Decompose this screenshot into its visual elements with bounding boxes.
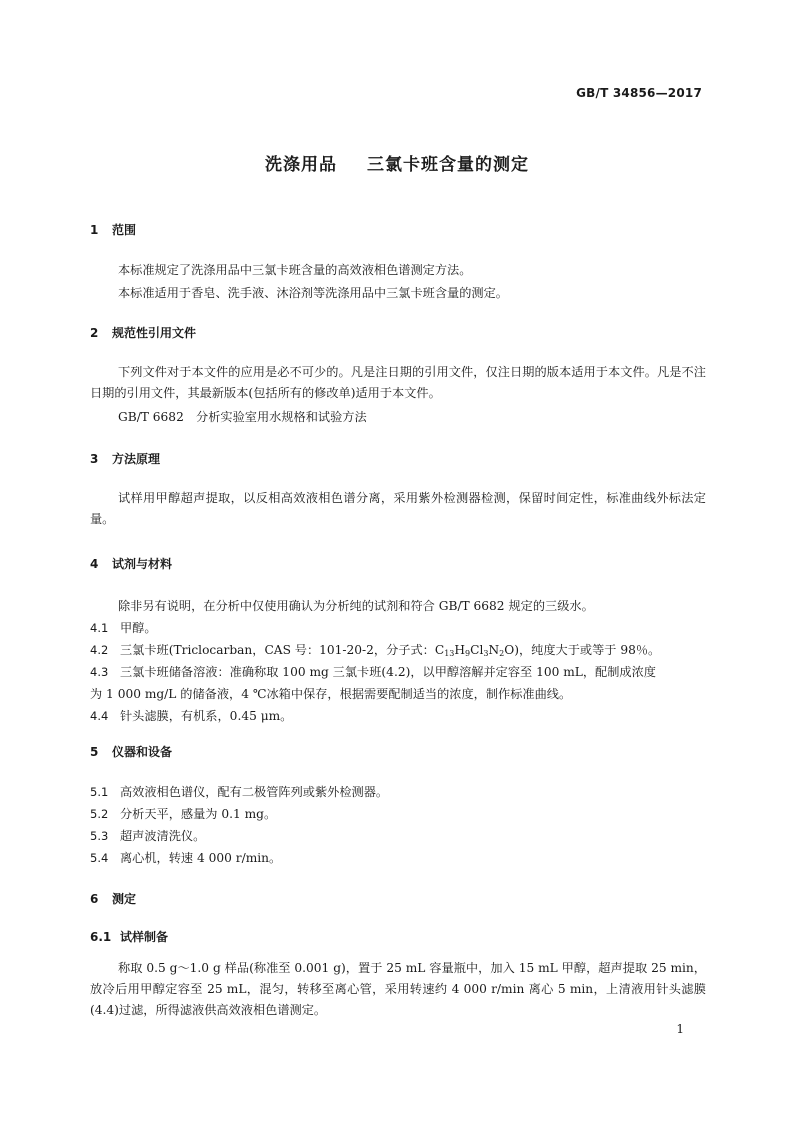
item-5-1: 5.1 高效液相色谱仪，配有二极管阵列或紫外检测器。 [90, 785, 389, 799]
section-1-heading: 1 范围 [90, 223, 137, 237]
section-6-heading: 6 测定 [90, 892, 137, 906]
section-4-intro: 除非另有说明，在分析中仅使用确认为分析纯的试剂和符合 GB/T 6682 规定的三级水。 [118, 599, 594, 613]
section-1-para-1: 本标准规定了洗涤用品中三氯卡班含量的高效液相色谱测定方法。 [118, 263, 472, 277]
section-1-para-2: 本标准适用于香皂、洗手液、沐浴剂等洗涤用品中三氯卡班含量的测定。 [118, 286, 508, 300]
section-5-heading: 5 仪器和设备 [90, 745, 173, 759]
item-5-2: 5.2 分析天平，感量为 0.1 mg。 [90, 807, 277, 821]
page-number: 1 [676, 1022, 684, 1036]
item-5-4: 5.4 离心机，转速 4 000 r/min。 [90, 851, 282, 865]
section-2-para-1: 下列文件对于本文件的应用是必不可少的。凡是注日期的引用文件，仅注日期的版本适用于本文件。凡是不注日期的引用文件，其最新版本(包括所有的修改单)适用于本文件。 [90, 365, 706, 400]
standard-code: GB/T 34856—2017 [576, 86, 702, 100]
item-4-2: 4.2 三氯卡班(Triclocarban，CAS 号：101-20-2，分子式：$C_{13}H_9Cl_3N_2O$)，纯度大于或等于 98％。 [90, 643, 661, 658]
section-3-heading: 3 方法原理 [90, 452, 161, 466]
section-3-para-1: 试样用甲醇超声提取，以反相高效液相色谱分离，采用紫外检测器检测，保留时间定性，标准曲线外标法定量。 [90, 491, 706, 526]
section-2-heading: 2 规范性引用文件 [90, 326, 197, 340]
section-4-heading: 4 试剂与材料 [90, 557, 173, 571]
subsection-6-1-heading: 6.1 试样制备 [90, 930, 169, 944]
item-4-1: 4.1 甲醇。 [90, 621, 157, 635]
title-part-2: 三氯卡班含量的测定 [367, 155, 529, 175]
item-4-4: 4.4 针头滤膜，有机系，0.45 μm。 [90, 709, 293, 723]
title-part-1: 洗涤用品 [265, 155, 337, 175]
subsection-6-1-para: 称取 0.5 g～1.0 g 样品(称准至 0.001 g)，置于 25 mL 容量瓶中，加入 15 mL 甲醇，超声提取 25 min，放冷后用甲醇定容至 25 mL，混匀，转移至离心管，采用转速约 4 000 r/min 离心 5 min，上清液用针头滤膜(4.4)过滤，所得滤液供高效液相色谱测定。 [90, 961, 706, 1017]
section-2-reference: GB/T 6682 分析实验室用水规格和试验方法 [118, 410, 367, 424]
document-title [0, 150, 794, 175]
item-4-3-continuation: 为 1 000 mg/L 的储备液，4 ℃冰箱中保存，根据需要配制适当的浓度，制作标准曲线。 [90, 687, 572, 701]
item-5-3: 5.3 超声波清洗仪。 [90, 829, 206, 843]
item-4-3: 4.3 三氯卡班储备溶液：准确称取 100 mg 三氯卡班(4.2)，以甲醇溶解并定容至 100 mL，配制成浓度 [90, 665, 656, 679]
